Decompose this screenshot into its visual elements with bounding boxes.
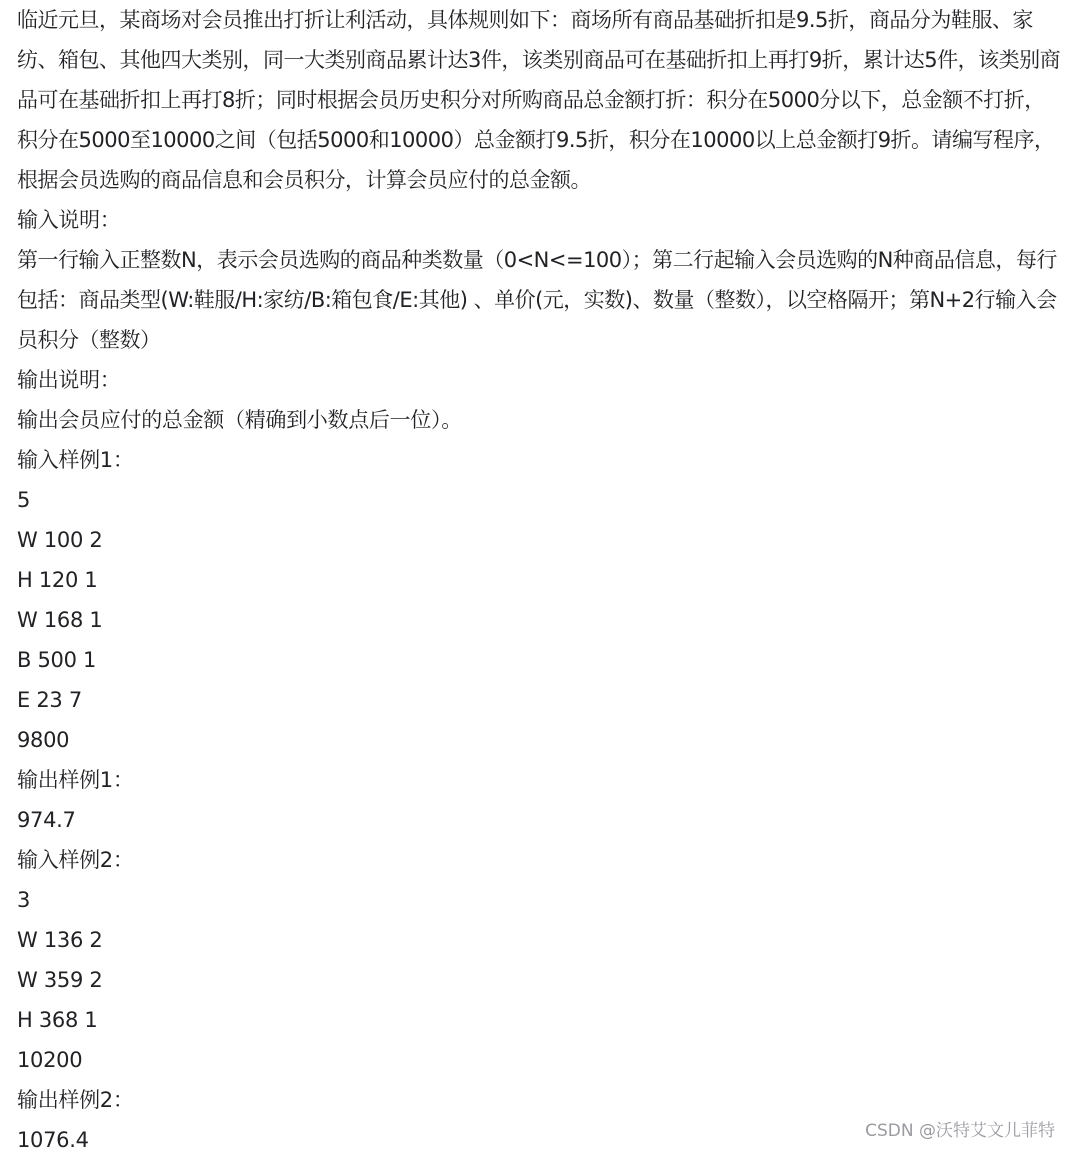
- problem-description: 临近元旦，某商场对会员推出打折让利活动，具体规则如下：商场所有商品基础折扣是9.5折，商品分为鞋服、家纺、箱包、其他四大类别，同一大类别商品累计达3件，该类别商品可在基础折扣上再打9折，累计达5件，该类别商品可在基础折扣上再打8折；同时根据会员历史积分对所购商品总金额打折：积分在5000分以下，总金额不打折，积分在5000至10000之间（包括5000和10000）总金额打9.5折，积分在10000以上总金额打9折。请编写程序，根据会员选购的商品信息和会员积分，计算会员应付的总金额。: [17, 8, 1061, 192]
- input-heading: 输入说明：: [17, 208, 121, 232]
- sample-input-line: B 500 1: [17, 648, 97, 672]
- csdn-watermark: CSDN @沃特艾文儿菲特: [865, 1121, 1055, 1141]
- sample-output-line: 974.7: [17, 808, 76, 832]
- sample-input-line: E 23 7: [17, 688, 82, 712]
- output-description: 输出会员应付的总金额（精确到小数点后一位）。: [17, 408, 462, 432]
- sample-output-heading: 输出样例1：: [17, 768, 134, 792]
- sample-input-heading: 输入样例1：: [17, 448, 134, 472]
- output-heading: 输出说明：: [17, 368, 121, 392]
- problem-content: [17, 0, 1063, 1160]
- sample-output-line: 1076.4: [17, 1128, 89, 1152]
- sample-input-line: W 100 2: [17, 528, 103, 552]
- sample-1: [17, 440, 1063, 840]
- sample-input-line: W 168 1: [17, 608, 103, 632]
- sample-input-line: 9800: [17, 728, 70, 752]
- sample-input-line: 10200: [17, 1048, 83, 1072]
- sample-input-line: W 359 2: [17, 968, 103, 992]
- sample-input-line: W 136 2: [17, 928, 103, 952]
- sample-output-heading: 输出样例2：: [17, 1088, 134, 1112]
- sample-input-line: H 120 1: [17, 568, 98, 592]
- sample-input-line: H 368 1: [17, 1008, 98, 1032]
- sample-input-line: 5: [17, 488, 31, 512]
- sample-2: [17, 840, 1063, 1160]
- sample-input-line: 3: [17, 888, 31, 912]
- sample-input-heading: 输入样例2：: [17, 848, 134, 872]
- input-description: 第一行输入正整数N，表示会员选购的商品种类数量（0<N<=100）；第二行起输入会员选购的N种商品信息，每行包括：商品类型(W:鞋服/H:家纺/B:箱包食/E:其他) 、单价(元，实数)、数量（整数），以空格隔开；第N+2行输入会员积分（整数）: [17, 248, 1057, 352]
